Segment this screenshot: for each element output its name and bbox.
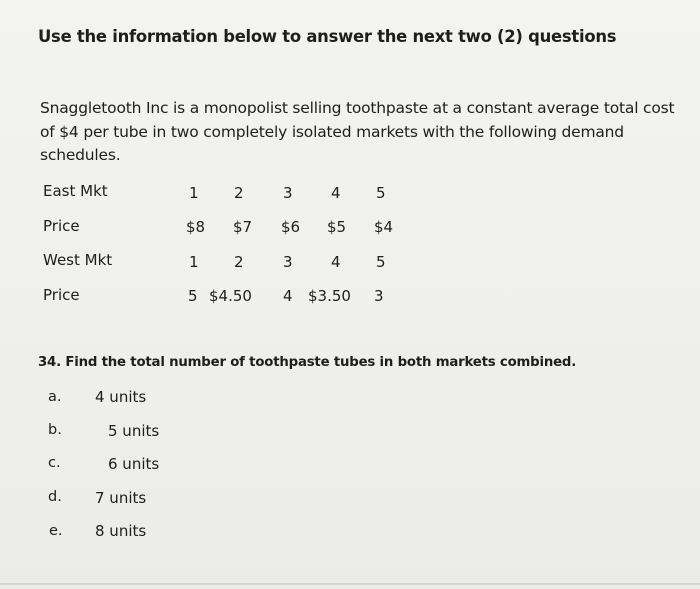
table-cell: $3.50 <box>308 287 351 305</box>
table-cell: 3 <box>374 287 384 305</box>
option-text-e[interactable]: 8 units <box>95 522 147 540</box>
table-cell: $4 <box>374 218 394 236</box>
row-label-west-mkt: West Mkt <box>43 251 113 269</box>
page-bottom-divider <box>0 583 700 585</box>
table-cell: 2 <box>234 184 244 202</box>
table-cell: 2 <box>234 253 244 271</box>
table-cell: 3 <box>283 184 293 202</box>
table-cell: 1 <box>189 184 199 202</box>
option-letter-c: c. <box>48 455 61 471</box>
table-cell: 5 <box>376 253 386 271</box>
option-text-c[interactable]: 6 units <box>108 455 160 473</box>
question-text: 34. Find the total number of toothpaste tubes in both markets combined. <box>38 355 577 370</box>
table-cell: $8 <box>186 218 206 236</box>
option-letter-d: d. <box>48 489 62 505</box>
table-cell: $5 <box>327 218 347 236</box>
table-cell: 3 <box>283 253 293 271</box>
option-text-b[interactable]: 5 units <box>108 422 160 440</box>
option-letter-b: b. <box>48 422 62 438</box>
option-text-d[interactable]: 7 units <box>95 489 147 507</box>
option-letter-a: a. <box>48 389 62 405</box>
option-letter-e: e. <box>49 523 63 539</box>
page-heading: Use the information below to answer the next two (2) questions <box>38 27 617 46</box>
table-cell: 4 <box>283 287 293 305</box>
row-label-price-east: Price <box>43 217 80 235</box>
table-cell: 4 <box>331 253 341 271</box>
intro-paragraph: Snaggletooth Inc is a monopolist selling toothpaste at a constant average total cost of $4 per tube in two completely isolated markets with the following demand schedules. <box>40 99 675 164</box>
table-cell: 1 <box>189 253 199 271</box>
row-label-price-west: Price <box>43 286 80 304</box>
table-cell: $6 <box>281 218 301 236</box>
row-label-east-mkt: East Mkt <box>43 182 108 200</box>
option-text-a[interactable]: 4 units <box>95 388 147 406</box>
table-cell: 5 <box>188 287 198 305</box>
table-cell: $7 <box>233 218 253 236</box>
table-cell: $4.50 <box>209 287 252 305</box>
table-cell: 4 <box>331 184 341 202</box>
table-cell: 5 <box>376 184 386 202</box>
